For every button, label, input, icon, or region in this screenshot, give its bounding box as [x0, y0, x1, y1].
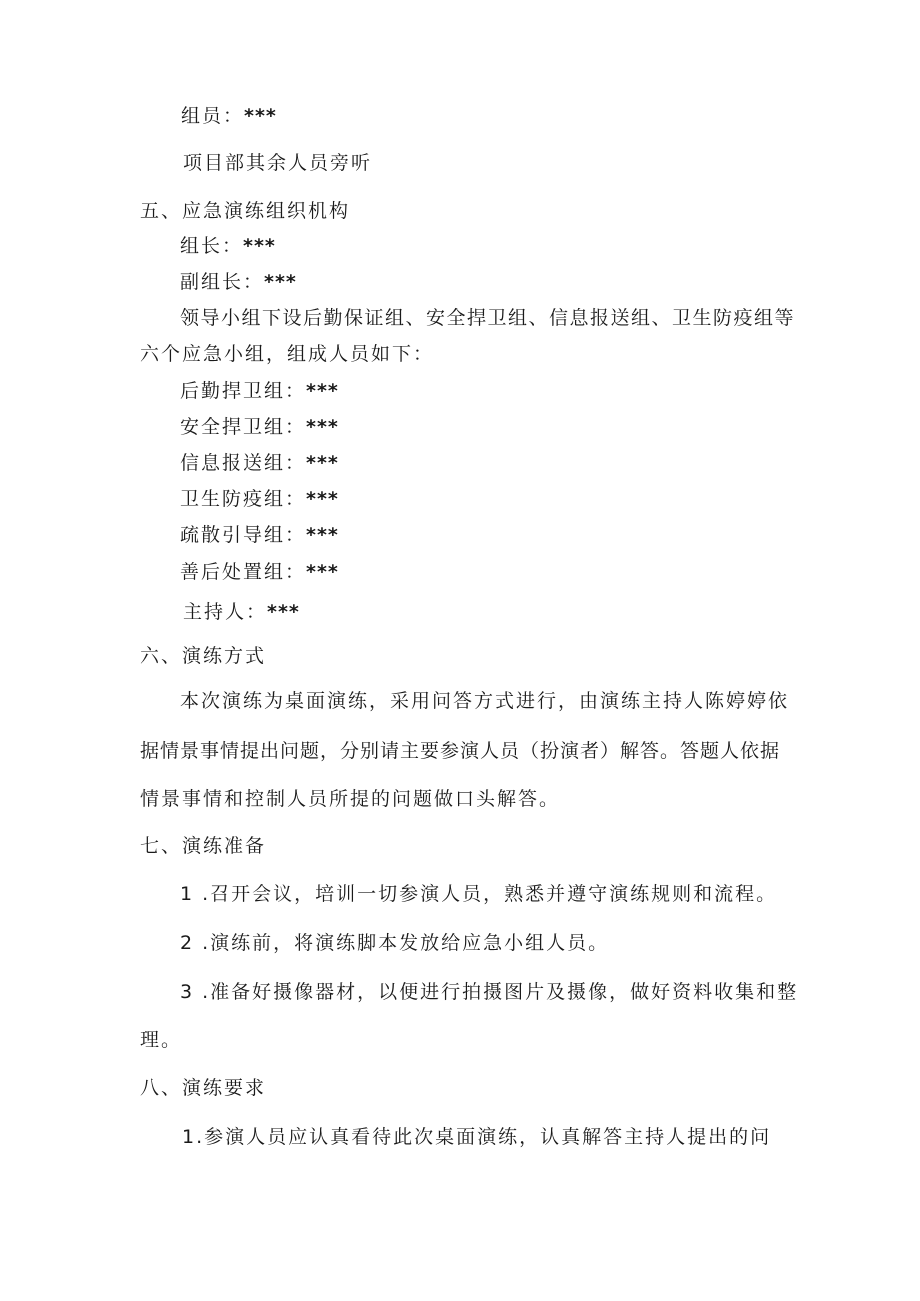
section-7-heading: 七、演练准备	[140, 835, 267, 857]
paragraph-groups-intro-1: 领导小组下设后勤保证组、安全捍卫组、信息报送组、卫生防疫组等	[180, 307, 796, 329]
paragraph-method-1: 本次演练为桌面演练，采用问答方式进行，由演练主持人陈婷婷依	[180, 690, 790, 712]
group-info: 信息报送组：***	[180, 452, 339, 474]
prep-item-1: 1 .召开会议，培训一切参演人员，熟悉并遵守演练规则和流程。	[180, 883, 778, 905]
paragraph-method-3: 情景事情和控制人员所提的问题做口头解答。	[140, 788, 561, 810]
prep-item-3: 3 .准备好摄像器材，以便进行拍摄图片及摄像，做好资料收集和整	[180, 981, 799, 1003]
deputy-leader-line: 副组长：***	[180, 271, 297, 293]
prep-item-3-cont: 理。	[140, 1029, 183, 1051]
prep-item-2: 2 .演练前，将演练脚本发放给应急小组人员。	[180, 932, 610, 954]
paragraph-method-2: 据情景事情提出问题，分别请主要参演人员（扮演者）解答。答题人依据	[140, 740, 781, 762]
observer-line: 项目部其余人员旁听	[183, 152, 373, 174]
section-8-heading: 八、演练要求	[140, 1077, 267, 1099]
paragraph-groups-intro-2: 六个应急小组，组成人员如下：	[140, 343, 435, 365]
group-logistics: 后勤捍卫组：***	[180, 380, 339, 402]
group-health: 卫生防疫组：***	[180, 488, 339, 510]
section-5-heading: 五、应急演练组织机构	[140, 200, 351, 222]
member-line: 组员：***	[181, 105, 277, 127]
requirement-item-1: 1.参演人员应认真看待此次桌面演练，认真解答主持人提出的问	[182, 1126, 772, 1148]
group-security: 安全捍卫组：***	[180, 416, 339, 438]
leader-line: 组长：***	[180, 235, 276, 257]
group-evacuation: 疏散引导组：***	[180, 524, 339, 546]
group-aftermath: 善后处置组：***	[180, 561, 339, 583]
host-line: 主持人：***	[183, 601, 300, 623]
section-6-heading: 六、演练方式	[140, 645, 267, 667]
